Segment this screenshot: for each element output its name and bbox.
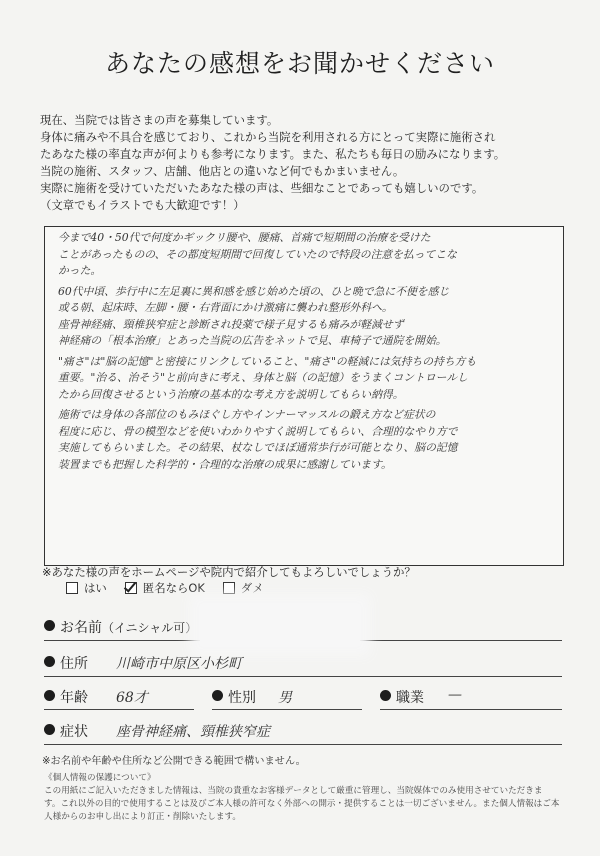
option-yes-label: はい [84,581,107,595]
permission-options [66,580,264,596]
intro-text [40,112,580,214]
comment-line: 或る朝、起床時、左脚・腰・右背面にかけ激痛に襲われ整形外科へ。 [58,301,393,314]
age-label: 年齢 [60,690,88,706]
option-no[interactable] [223,580,264,596]
bullet-icon [212,690,223,701]
comment-line: 程度に応じ、骨の模型などを使いわかりやすく説明してもらい、合理的なやり方で [58,424,458,438]
intro-line: 当院の施術、スタッフ、店舗、他店との違いなど何でもかまいません。 [40,164,405,178]
privacy-line: 人様からのお申し出により訂正・削除いたします。 [44,812,241,822]
checkbox-anonymous[interactable] [125,582,137,594]
permission-question: ※あなた様の声をホームページや院内で紹介してもよろしいでしょうか？ [42,565,416,579]
intro-line: （文章でもイラストでも大歓迎です！） [40,198,245,212]
bullet-icon [44,620,55,631]
symptom-field[interactable] [44,716,562,745]
comment-line: 今まで40・50代で何度かギックリ腰や、腰痛、首痛で短期間の治療を受けた [58,231,431,244]
age-gender-job-row [44,682,562,710]
handwritten-comment [58,230,554,477]
bullet-icon [44,656,55,667]
comment-paragraph [58,284,554,350]
comment-line: 60代中頃、歩行中に左足裏に異和感を感じ始めた頃の、ひと晩で急に不便を感じ [58,284,450,298]
symptom-label: 症状 [60,724,88,740]
comment-line: 重要。"治る、治そう"と前向きに考え、身体と脳（の記憶）をうまくコントロールし [58,371,468,384]
comment-line: 装置までも把握した科学的・合理的な治療の成果に感謝しています。 [58,457,392,471]
comment-line: 施術では身体の各部位のもみほぐし方やインナーマッスルの鍛え方など症状の [58,408,436,421]
gender-value[interactable]: 男 [278,690,292,706]
privacy-notice [44,772,564,824]
address-label: 住所 [60,656,88,672]
comment-line: 実施してもらいました。その結果、杖なしでほぼ通常歩行が可能となり、脳の記憶 [58,441,458,454]
privacy-heading: 《個人情報の保護について》 [44,773,156,783]
checkbox-yes[interactable] [66,582,78,594]
intro-line: 身体に痛みや不具合を感じており、これから当院を利用される方にとって実際に施術され [40,130,496,144]
intro-line: 現在、当院では皆さまの声を募集しています。 [40,113,279,127]
page-title: あなたの感想をお聞かせください [104,49,495,78]
name-label-text: お名前 [60,620,102,636]
option-anonymous-label: 匿名ならOK [142,581,205,595]
comment-paragraph [58,407,554,473]
address-field[interactable] [44,648,562,677]
privacy-line: この用紙にご記入いただきました情報は、当院の貴重なお客様データとして厳重に管理し、当院媒体でのみ使用させていただきま [44,786,543,796]
name-hint: （イニシャル可） [102,621,198,635]
privacy-line: す。これ以外の目的で使用することは及びご本人様の許可なく外部への開示・提供することは一切ございません。また個人情報はご本 [44,799,560,809]
age-value[interactable]: 68才 [116,690,148,706]
address-value: 川崎市中原区小杉町 [116,656,242,672]
checkbox-no[interactable] [223,582,235,594]
gender-label: 性別 [228,690,256,706]
symptom-value: 座骨神経痛、頸椎狭窄症 [116,724,270,740]
bullet-icon [380,690,391,701]
public-note: ※お名前や年齢や住所など公開できる範囲で構いません。 [42,756,306,767]
bullet-icon [44,724,55,735]
comment-paragraph [58,230,554,280]
intro-line: たあなた様の率直な声が何よりも参考になります。また、私たちも毎日の励みになります。 [40,147,506,161]
name-field[interactable] [44,612,562,641]
intro-line: 実際に施術を受けていただいたあなた様の声は、些細なことであっても嬉しいのです。 [40,181,484,195]
comment-line: たから回復させるという治療の基本的な考え方を説明してもらい納得。 [58,387,404,401]
name-label [60,617,197,637]
comment-paragraph [58,354,554,404]
job-label: 職業 [396,690,424,706]
redacted-name [200,604,360,646]
comment-line: 神経痛の「根本治療」とあった当院の広告をネットで見、車椅子で通院を開始。 [58,334,447,347]
comment-line: "痛さ"は"脳の記憶"と密接にリンクしていること、"痛さ"の軽減には気持ちの持ち方も [58,354,477,368]
comment-line: かった。 [58,264,102,277]
bullet-icon [44,690,55,701]
option-yes[interactable] [66,580,107,596]
comment-line: 座骨神経痛、頸椎狭窄症と診断され投薬で様子見するも痛みが軽減せず [58,317,404,331]
option-no-label: ダメ [240,581,264,595]
comment-line: ことがあったものの、その都度短期間で回復していたので特段の注意を払ってこな [58,247,457,261]
option-anonymous[interactable] [125,580,205,596]
job-value[interactable]: — [448,687,462,703]
